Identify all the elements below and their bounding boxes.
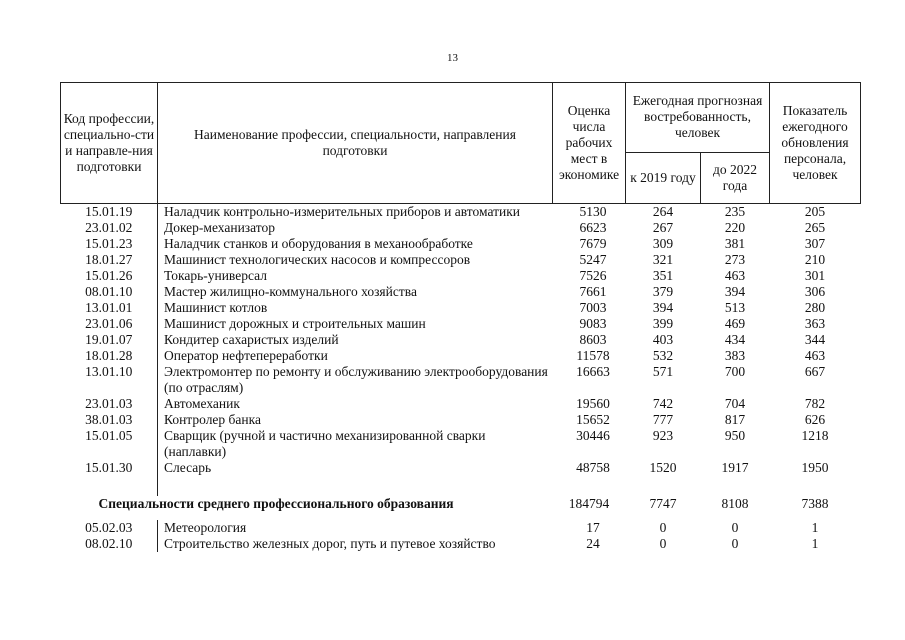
row-code: 18.01.28 xyxy=(85,348,133,363)
row-to-2019: 571 xyxy=(652,364,674,379)
section-title: Специальности среднего профессионального образования xyxy=(98,496,454,511)
table-row xyxy=(61,220,861,236)
row-code: 08.01.10 xyxy=(85,284,133,299)
row-to-2019: 351 xyxy=(652,268,674,283)
table-row xyxy=(61,536,861,552)
table-row xyxy=(61,284,861,300)
row-estimate: 48758 xyxy=(576,460,610,475)
row-estimate: 7003 xyxy=(579,300,607,315)
row-name: Контролер банка xyxy=(158,412,553,428)
row-code: 23.01.02 xyxy=(85,220,133,235)
row-to-2022: 469 xyxy=(724,316,746,331)
row-renewal: 626 xyxy=(804,412,826,427)
spacer-row xyxy=(61,476,861,496)
row-to-2019: 309 xyxy=(652,236,674,251)
professions-table xyxy=(60,82,861,552)
row-to-2019: 1520 xyxy=(649,460,677,475)
row-code: 15.01.26 xyxy=(85,268,133,283)
row-to-2019: 394 xyxy=(652,300,674,315)
row-renewal: 344 xyxy=(804,332,826,347)
row-code: 15.01.30 xyxy=(85,460,133,475)
row-code: 15.01.05 xyxy=(85,428,133,443)
row-renewal: 301 xyxy=(804,268,826,283)
row-to-2019: 267 xyxy=(652,220,674,235)
row-to-2019: 321 xyxy=(652,252,674,267)
header-estimate: Оценка числа рабочих мест в экономике xyxy=(553,83,626,204)
row-renewal: 667 xyxy=(804,364,826,379)
row-name: Токарь-универсал xyxy=(158,268,553,284)
row-renewal: 307 xyxy=(804,236,826,251)
row-estimate: 16663 xyxy=(576,364,610,379)
row-code: 05.02.03 xyxy=(85,520,133,535)
row-estimate: 5130 xyxy=(579,204,607,219)
header-code: Код профессии, специально-сти и направле-ния подготовки xyxy=(61,83,158,204)
row-to-2022: 235 xyxy=(724,204,746,219)
row-estimate: 17 xyxy=(586,520,600,535)
row-code: 23.01.06 xyxy=(85,316,133,331)
row-code: 19.01.07 xyxy=(85,332,133,347)
table-row xyxy=(61,348,861,364)
row-to-2019: 0 xyxy=(659,520,667,535)
row-renewal: 205 xyxy=(804,204,826,219)
row-name: Мастер жилищно-коммунального хозяйства xyxy=(158,284,553,300)
table-row xyxy=(61,268,861,284)
row-name: Строительство железных дорог, путь и путевое хозяйство xyxy=(158,536,553,552)
row-estimate: 8603 xyxy=(579,332,607,347)
table-row xyxy=(61,204,861,221)
section-estimate: 184794 xyxy=(568,496,610,511)
row-code: 38.01.03 xyxy=(85,412,133,427)
row-to-2022: 381 xyxy=(724,236,746,251)
row-to-2022: 0 xyxy=(731,536,739,551)
table-row xyxy=(61,364,861,396)
row-renewal: 306 xyxy=(804,284,826,299)
header-to-2019: к 2019 году xyxy=(626,152,701,203)
page-number: 13 xyxy=(447,52,458,64)
row-to-2022: 704 xyxy=(724,396,746,411)
row-renewal: 280 xyxy=(804,300,826,315)
row-estimate: 15652 xyxy=(576,412,610,427)
table-body xyxy=(61,204,861,553)
row-name: Электромонтер по ремонту и обслуживанию электрооборудования (по отраслям) xyxy=(158,364,553,396)
row-to-2019: 399 xyxy=(652,316,674,331)
row-to-2022: 394 xyxy=(724,284,746,299)
row-to-2022: 1917 xyxy=(721,460,749,475)
section-to-2022: 8108 xyxy=(721,496,749,511)
row-name: Машинист технологических насосов и компрессоров xyxy=(158,252,553,268)
header-name: Наименование профессии, специальности, направления подготовки xyxy=(158,83,553,204)
row-name: Сварщик (ручной и частично механизированной сварки (наплавки) xyxy=(158,428,553,460)
row-renewal: 1950 xyxy=(801,460,829,475)
table-row xyxy=(61,236,861,252)
row-renewal: 1 xyxy=(811,520,819,535)
row-name: Наладчик станков и оборудования в механообработке xyxy=(158,236,553,252)
row-name: Слесарь xyxy=(158,460,553,476)
row-name: Кондитер сахаристых изделий xyxy=(158,332,553,348)
row-to-2022: 273 xyxy=(724,252,746,267)
table-row xyxy=(61,396,861,412)
row-to-2019: 742 xyxy=(652,396,674,411)
row-estimate: 5247 xyxy=(579,252,607,267)
gap-row xyxy=(61,512,861,520)
table-row xyxy=(61,460,861,476)
row-to-2022: 0 xyxy=(731,520,739,535)
row-name: Метеорология xyxy=(158,520,553,536)
row-to-2022: 220 xyxy=(724,220,746,235)
row-to-2019: 923 xyxy=(652,428,674,443)
row-name: Докер-механизатор xyxy=(158,220,553,236)
row-name: Автомеханик xyxy=(158,396,553,412)
row-code: 13.01.10 xyxy=(85,364,133,379)
section-renewal: 7388 xyxy=(801,496,829,511)
row-to-2022: 383 xyxy=(724,348,746,363)
table-row xyxy=(61,520,861,536)
row-to-2019: 777 xyxy=(652,412,674,427)
row-to-2022: 434 xyxy=(724,332,746,347)
row-code: 15.01.19 xyxy=(85,204,133,219)
header-renewal: Показатель ежегодного обновления персонала, человек xyxy=(770,83,861,204)
row-to-2019: 379 xyxy=(652,284,674,299)
row-to-2022: 513 xyxy=(724,300,746,315)
row-estimate: 7661 xyxy=(579,284,607,299)
table-row xyxy=(61,252,861,268)
row-name: Машинист дорожных и строительных машин xyxy=(158,316,553,332)
table-row xyxy=(61,332,861,348)
row-renewal: 363 xyxy=(804,316,826,331)
table-header xyxy=(61,83,861,204)
row-to-2019: 403 xyxy=(652,332,674,347)
section-row xyxy=(61,496,861,512)
row-to-2019: 532 xyxy=(652,348,674,363)
header-annual-demand: Ежегодная прогнозная востребованность, человек xyxy=(626,83,770,153)
row-estimate: 6623 xyxy=(579,220,607,235)
row-estimate: 9083 xyxy=(579,316,607,331)
table-row xyxy=(61,412,861,428)
row-estimate: 24 xyxy=(586,536,600,551)
row-to-2022: 700 xyxy=(724,364,746,379)
row-code: 15.01.23 xyxy=(85,236,133,251)
row-estimate: 7526 xyxy=(579,268,607,283)
row-name: Оператор нефтепереработки xyxy=(158,348,553,364)
row-estimate: 30446 xyxy=(576,428,610,443)
row-code: 08.02.10 xyxy=(85,536,133,551)
table-row xyxy=(61,316,861,332)
row-to-2022: 817 xyxy=(724,412,746,427)
row-renewal: 210 xyxy=(804,252,826,267)
row-renewal: 265 xyxy=(804,220,826,235)
row-to-2019: 0 xyxy=(659,536,667,551)
row-code: 23.01.03 xyxy=(85,396,133,411)
row-renewal: 1 xyxy=(811,536,819,551)
row-renewal: 782 xyxy=(804,396,826,411)
row-renewal: 463 xyxy=(804,348,826,363)
section-to-2019: 7747 xyxy=(649,496,677,511)
row-code: 18.01.27 xyxy=(85,252,133,267)
header-to-2022: до 2022 года xyxy=(701,152,770,203)
table-row xyxy=(61,428,861,460)
row-to-2022: 463 xyxy=(724,268,746,283)
table-row xyxy=(61,300,861,316)
row-estimate: 19560 xyxy=(576,396,610,411)
row-renewal: 1218 xyxy=(801,428,829,443)
row-name: Машинист котлов xyxy=(158,300,553,316)
row-name: Наладчик контрольно-измерительных приборов и автоматики xyxy=(158,204,553,221)
row-estimate: 7679 xyxy=(579,236,607,251)
row-to-2022: 950 xyxy=(724,428,746,443)
row-code: 13.01.01 xyxy=(85,300,133,315)
row-to-2019: 264 xyxy=(652,204,674,219)
row-estimate: 11578 xyxy=(576,348,610,363)
